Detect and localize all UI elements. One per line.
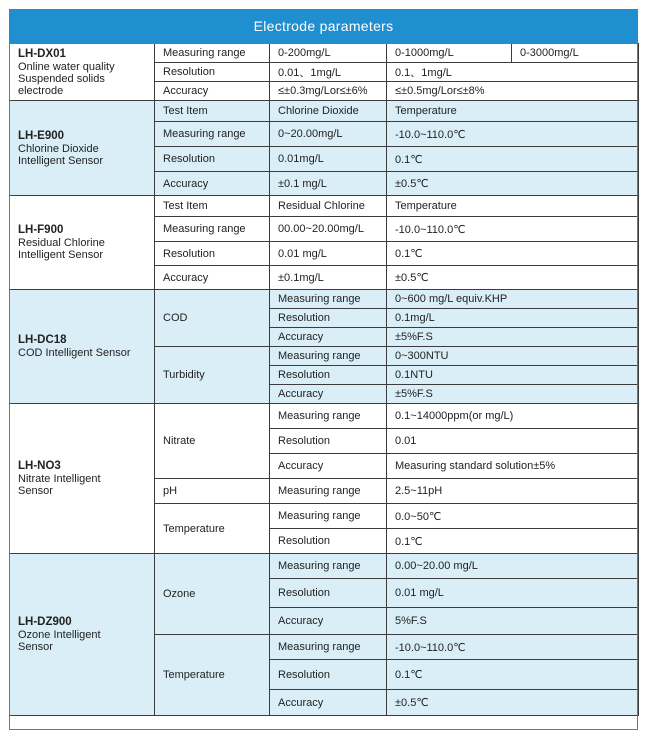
param-label: Resolution xyxy=(270,660,387,690)
param-value: -10.0~110.0℃ xyxy=(387,635,639,660)
param-value: 0.1NTU xyxy=(387,366,639,385)
sub-parameter-label: COD xyxy=(155,290,270,347)
param-label: Accuracy xyxy=(270,608,387,635)
model-code: LH-E900 xyxy=(18,129,65,142)
param-label: Resolution xyxy=(155,63,270,82)
param-label: Resolution xyxy=(155,147,270,172)
param-value: 0-1000mg/L xyxy=(387,44,512,63)
param-value: 0~600 mg/L equiv.KHP xyxy=(387,290,639,309)
param-value: 0.1、1mg/L xyxy=(387,63,639,82)
model-description: Online water quality xyxy=(18,60,115,73)
sub-parameter-label: Turbidity xyxy=(155,347,270,404)
param-label: Resolution xyxy=(270,366,387,385)
param-value: 0.1℃ xyxy=(387,242,639,266)
param-label: Measuring range xyxy=(155,122,270,147)
param-value: Temperature xyxy=(387,101,639,122)
table-frame xyxy=(9,43,638,730)
param-value: 0.01 mg/L xyxy=(270,242,387,266)
param-label: Measuring range xyxy=(155,44,270,63)
model-description: COD Intelligent Sensor xyxy=(18,347,131,359)
param-value: 0~20.00mg/L xyxy=(270,122,387,147)
model-description: electrode xyxy=(18,84,64,97)
param-label: Accuracy xyxy=(155,266,270,290)
model-description: Nitrate Intelligent xyxy=(18,473,101,485)
model-code: LH-F900 xyxy=(18,224,64,236)
param-label: Resolution xyxy=(270,529,387,554)
model-code: LH-DX01 xyxy=(18,47,66,60)
param-value: ±0.1mg/L xyxy=(270,266,387,290)
param-value: -10.0~110.0℃ xyxy=(387,122,639,147)
param-value: ±5%F.S xyxy=(387,328,639,347)
model-description: Residual Chlorine xyxy=(18,237,105,249)
param-label: Measuring range xyxy=(155,217,270,242)
param-value: 0.01mg/L xyxy=(270,147,387,172)
param-label: Accuracy xyxy=(270,385,387,404)
param-label: Accuracy xyxy=(155,82,270,101)
param-value: 0.1mg/L xyxy=(387,309,639,328)
model-code: LH-DC18 xyxy=(18,334,67,346)
param-label: Measuring range xyxy=(270,347,387,366)
model-description: Sensor xyxy=(18,641,53,653)
sub-parameter-label: pH xyxy=(155,479,270,504)
param-label: Resolution xyxy=(155,242,270,266)
param-label: Measuring range xyxy=(270,290,387,309)
param-label: Resolution xyxy=(270,309,387,328)
model-description: Suspended solids xyxy=(18,72,105,85)
param-value: 0.01 xyxy=(387,429,639,454)
param-label: Measuring range xyxy=(270,635,387,660)
param-label: Accuracy xyxy=(155,172,270,196)
model-description: Ozone Intelligent xyxy=(18,629,101,641)
param-value: 2.5~11pH xyxy=(387,479,639,504)
param-value: 0.00~20.00 mg/L xyxy=(387,554,639,579)
sub-parameter-label: Temperature xyxy=(155,504,270,554)
param-value: ≤±0.5mg/Lor≤±8% xyxy=(387,82,639,101)
param-label: Measuring range xyxy=(270,479,387,504)
param-label: Test Item xyxy=(155,196,270,217)
param-value: 0-200mg/L xyxy=(270,44,387,63)
param-value: Residual Chlorine xyxy=(270,196,387,217)
param-value: -10.0~110.0℃ xyxy=(387,217,639,242)
param-label: Accuracy xyxy=(270,454,387,479)
model-description: Intelligent Sensor xyxy=(18,154,103,167)
model-code: LH-NO3 xyxy=(18,460,61,472)
param-value: 0.01、1mg/L xyxy=(270,63,387,82)
sub-parameter-label: Ozone xyxy=(155,554,270,635)
param-value: ±0.5℃ xyxy=(387,690,639,716)
param-label: Test Item xyxy=(155,101,270,122)
sub-parameter-label: Temperature xyxy=(155,635,270,716)
param-value: 00.00~20.00mg/L xyxy=(270,217,387,242)
param-label: Measuring range xyxy=(270,504,387,529)
param-value: ±0.5℃ xyxy=(387,266,639,290)
table-title: Electrode parameters xyxy=(9,9,638,43)
model-description: Intelligent Sensor xyxy=(18,249,103,261)
param-value: Chlorine Dioxide xyxy=(270,101,387,122)
param-value: 5%F.S xyxy=(387,608,639,635)
param-value: 0-3000mg/L xyxy=(512,44,639,63)
sub-parameter-label: Nitrate xyxy=(155,404,270,479)
param-label: Resolution xyxy=(270,579,387,608)
param-label: Measuring range xyxy=(270,404,387,429)
param-value: 0.1~14000ppm(or mg/L) xyxy=(387,404,639,429)
model-code: LH-DZ900 xyxy=(18,616,72,628)
param-value: ±0.5℃ xyxy=(387,172,639,196)
param-value: ±0.1 mg/L xyxy=(270,172,387,196)
param-label: Measuring range xyxy=(270,554,387,579)
param-value: 0.01 mg/L xyxy=(387,579,639,608)
param-value: 0.0~50℃ xyxy=(387,504,639,529)
model-description: Chlorine Dioxide xyxy=(18,142,99,155)
model-description: Sensor xyxy=(18,485,53,497)
param-label: Accuracy xyxy=(270,328,387,347)
param-value: 0.1℃ xyxy=(387,529,639,554)
param-value: 0.1℃ xyxy=(387,147,639,172)
param-value: Measuring standard solution±5% xyxy=(387,454,639,479)
param-value: Temperature xyxy=(387,196,639,217)
param-value: 0~300NTU xyxy=(387,347,639,366)
param-label: Resolution xyxy=(270,429,387,454)
param-label: Accuracy xyxy=(270,690,387,716)
param-value: ≤±0.3mg/Lor≤±6% xyxy=(270,82,387,101)
param-value: ±5%F.S xyxy=(387,385,639,404)
param-value: 0.1℃ xyxy=(387,660,639,690)
